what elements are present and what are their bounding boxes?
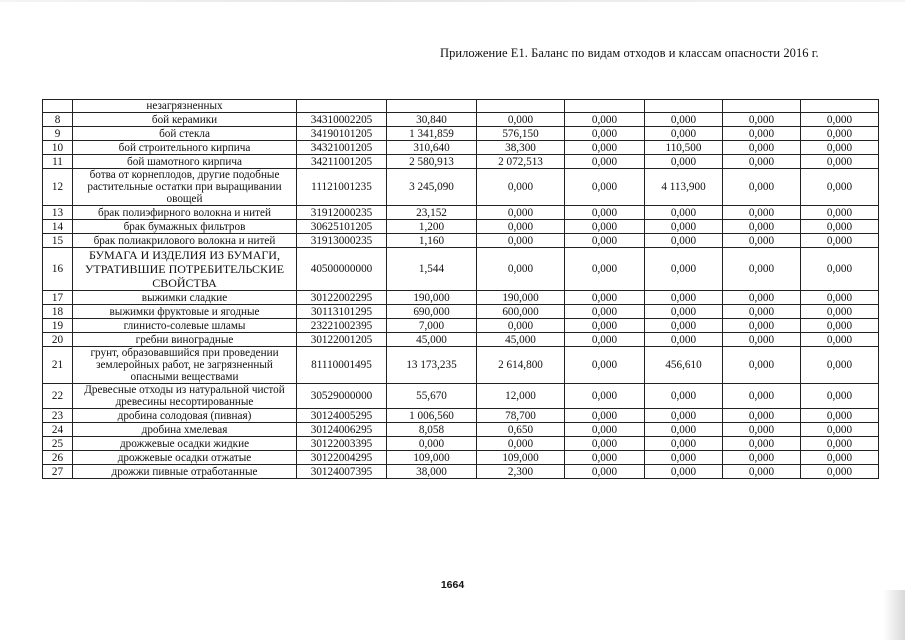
row-number-cell: 20 xyxy=(43,333,73,347)
waste-name-cell: БУМАГА И ИЗДЕЛИЯ ИЗ БУМАГИ, УТРАТИВШИЕ ПОТРЕБИТЕЛЬСКИЕ СВОЙСТВА xyxy=(73,248,297,291)
table-row xyxy=(43,437,879,451)
table-row xyxy=(43,409,879,423)
value-cell-2: 38,300 xyxy=(477,141,565,155)
waste-name-cell: дробина солодовая (пивная) xyxy=(73,409,297,423)
row-number-cell: 23 xyxy=(43,409,73,423)
value-cell-5: 0,000 xyxy=(723,384,801,409)
value-cell-3: 0,000 xyxy=(565,169,645,206)
value-cell-1: 8,058 xyxy=(387,423,477,437)
table-row xyxy=(43,113,879,127)
value-cell-6: 0,000 xyxy=(801,127,879,141)
page-number: 1664 xyxy=(440,579,465,591)
value-cell-2: 0,000 xyxy=(477,437,565,451)
scan-top-edge xyxy=(0,0,905,2)
waste-name-cell: бой строительного кирпича xyxy=(73,141,297,155)
waste-balance-table xyxy=(42,99,879,479)
waste-name-cell: бой керамики xyxy=(73,113,297,127)
value-cell-2: 12,000 xyxy=(477,384,565,409)
value-cell-5: 0,000 xyxy=(723,248,801,291)
waste-name-cell: бой шамотного кирпича xyxy=(73,155,297,169)
fkko-code-cell: 30122001205 xyxy=(297,333,387,347)
value-cell-3: 0,000 xyxy=(565,113,645,127)
table-row xyxy=(43,155,879,169)
table-row xyxy=(43,319,879,333)
value-cell-1: 30,840 xyxy=(387,113,477,127)
waste-name-cell: грунт, образовавшийся при проведении землеройных работ, не загрязненный опасными веществами xyxy=(73,347,297,384)
value-cell-1: 2 580,913 xyxy=(387,155,477,169)
value-cell-6: 0,000 xyxy=(801,384,879,409)
table-row xyxy=(43,141,879,155)
page-title: Приложение Е1. Баланс по видам отходов и классам опасности 2016 г. xyxy=(440,46,819,60)
value-cell-6: 0,000 xyxy=(801,347,879,384)
waste-name-cell: дрожжевые осадки отжатые xyxy=(73,451,297,465)
value-cell-3: 0,000 xyxy=(565,437,645,451)
value-cell-3: 0,000 xyxy=(565,347,645,384)
value-cell-3: 0,000 xyxy=(565,423,645,437)
value-cell-5: 0,000 xyxy=(723,291,801,305)
row-number-cell: 19 xyxy=(43,319,73,333)
value-cell-2: 190,000 xyxy=(477,291,565,305)
value-cell-3: 0,000 xyxy=(565,234,645,248)
value-cell-1: 1 341,859 xyxy=(387,127,477,141)
row-number-cell: 13 xyxy=(43,206,73,220)
value-cell-4: 0,000 xyxy=(645,113,723,127)
fkko-code-cell: 30124006295 xyxy=(297,423,387,437)
value-cell-2: 45,000 xyxy=(477,333,565,347)
value-cell-5: 0,000 xyxy=(723,347,801,384)
value-cell-2: 0,000 xyxy=(477,169,565,206)
row-number-cell: 25 xyxy=(43,437,73,451)
waste-name-cell: глинисто-солевые шламы xyxy=(73,319,297,333)
value-cell-3: 0,000 xyxy=(565,409,645,423)
fkko-code-cell: 30122004295 xyxy=(297,451,387,465)
value-cell-1 xyxy=(387,100,477,113)
value-cell-6: 0,000 xyxy=(801,248,879,291)
value-cell-2: 2,300 xyxy=(477,465,565,479)
value-cell-3: 0,000 xyxy=(565,248,645,291)
fkko-code-cell xyxy=(297,100,387,113)
fkko-code-cell: 34310002205 xyxy=(297,113,387,127)
value-cell-3: 0,000 xyxy=(565,220,645,234)
value-cell-2: 78,700 xyxy=(477,409,565,423)
table-row xyxy=(43,423,879,437)
value-cell-1: 45,000 xyxy=(387,333,477,347)
value-cell-5: 0,000 xyxy=(723,305,801,319)
row-number-cell: 14 xyxy=(43,220,73,234)
waste-name-cell: выжимки фруктовые и ягодные xyxy=(73,305,297,319)
value-cell-5: 0,000 xyxy=(723,465,801,479)
value-cell-2: 0,000 xyxy=(477,206,565,220)
waste-name-cell: дрожжи пивные отработанные xyxy=(73,465,297,479)
value-cell-2: 2 614,800 xyxy=(477,347,565,384)
value-cell-1: 1 006,560 xyxy=(387,409,477,423)
value-cell-4: 0,000 xyxy=(645,437,723,451)
table-row xyxy=(43,100,879,113)
fkko-code-cell: 30124005295 xyxy=(297,409,387,423)
table-row xyxy=(43,465,879,479)
fkko-code-cell: 34190101205 xyxy=(297,127,387,141)
fkko-code-cell: 40500000000 xyxy=(297,248,387,291)
fkko-code-cell: 23221002395 xyxy=(297,319,387,333)
value-cell-4: 0,000 xyxy=(645,384,723,409)
value-cell-1: 0,000 xyxy=(387,437,477,451)
value-cell-5: 0,000 xyxy=(723,423,801,437)
row-number-cell: 15 xyxy=(43,234,73,248)
table-row xyxy=(43,305,879,319)
value-cell-6: 0,000 xyxy=(801,451,879,465)
fkko-code-cell: 30625101205 xyxy=(297,220,387,234)
value-cell-4: 0,000 xyxy=(645,305,723,319)
value-cell-6: 0,000 xyxy=(801,113,879,127)
value-cell-1: 1,160 xyxy=(387,234,477,248)
value-cell-5: 0,000 xyxy=(723,451,801,465)
value-cell-3: 0,000 xyxy=(565,305,645,319)
row-number-cell: 9 xyxy=(43,127,73,141)
value-cell-4: 0,000 xyxy=(645,220,723,234)
value-cell-4: 0,000 xyxy=(645,319,723,333)
value-cell-4: 0,000 xyxy=(645,291,723,305)
table-row xyxy=(43,333,879,347)
waste-name-cell: ботва от корнеплодов, другие подобные растительные остатки при выращивании овощей xyxy=(73,169,297,206)
value-cell-5: 0,000 xyxy=(723,155,801,169)
value-cell-4: 4 113,900 xyxy=(645,169,723,206)
row-number-cell xyxy=(43,100,73,113)
value-cell-4: 110,500 xyxy=(645,141,723,155)
row-number-cell: 24 xyxy=(43,423,73,437)
value-cell-3: 0,000 xyxy=(565,465,645,479)
waste-name-cell: брак полиакрилового волокна и нитей xyxy=(73,234,297,248)
row-number-cell: 22 xyxy=(43,384,73,409)
value-cell-6: 0,000 xyxy=(801,465,879,479)
value-cell-2: 600,000 xyxy=(477,305,565,319)
fkko-code-cell: 34211001205 xyxy=(297,155,387,169)
value-cell-6: 0,000 xyxy=(801,220,879,234)
value-cell-4: 0,000 xyxy=(645,465,723,479)
table-row xyxy=(43,347,879,384)
waste-name-cell: бой стекла xyxy=(73,127,297,141)
row-number-cell: 26 xyxy=(43,451,73,465)
value-cell-1: 13 173,235 xyxy=(387,347,477,384)
value-cell-6: 0,000 xyxy=(801,423,879,437)
value-cell-5: 0,000 xyxy=(723,113,801,127)
page-fold-shadow xyxy=(883,590,905,640)
value-cell-6 xyxy=(801,100,879,113)
value-cell-5: 0,000 xyxy=(723,234,801,248)
value-cell-4: 0,000 xyxy=(645,248,723,291)
fkko-code-cell: 31913000235 xyxy=(297,234,387,248)
value-cell-4: 0,000 xyxy=(645,409,723,423)
row-number-cell: 18 xyxy=(43,305,73,319)
row-number-cell: 27 xyxy=(43,465,73,479)
table-row xyxy=(43,220,879,234)
waste-name-cell: Древесные отходы из натуральной чистой древесины несортированные xyxy=(73,384,297,409)
waste-name-cell: выжимки сладкие xyxy=(73,291,297,305)
waste-name-cell: незагрязненных xyxy=(73,100,297,113)
value-cell-2: 0,000 xyxy=(477,248,565,291)
value-cell-3: 0,000 xyxy=(565,384,645,409)
value-cell-6: 0,000 xyxy=(801,155,879,169)
value-cell-1: 190,000 xyxy=(387,291,477,305)
waste-name-cell: дрожжевые осадки жидкие xyxy=(73,437,297,451)
value-cell-1: 690,000 xyxy=(387,305,477,319)
value-cell-1: 7,000 xyxy=(387,319,477,333)
value-cell-4: 456,610 xyxy=(645,347,723,384)
value-cell-2: 2 072,513 xyxy=(477,155,565,169)
value-cell-2: 576,150 xyxy=(477,127,565,141)
value-cell-3: 0,000 xyxy=(565,319,645,333)
value-cell-1: 55,670 xyxy=(387,384,477,409)
value-cell-4: 0,000 xyxy=(645,155,723,169)
table-row xyxy=(43,206,879,220)
value-cell-6: 0,000 xyxy=(801,206,879,220)
value-cell-6: 0,000 xyxy=(801,305,879,319)
waste-name-cell: дробина хмелевая xyxy=(73,423,297,437)
value-cell-5: 0,000 xyxy=(723,206,801,220)
value-cell-6: 0,000 xyxy=(801,319,879,333)
row-number-cell: 10 xyxy=(43,141,73,155)
value-cell-1: 3 245,090 xyxy=(387,169,477,206)
fkko-code-cell: 30124007395 xyxy=(297,465,387,479)
value-cell-4: 0,000 xyxy=(645,451,723,465)
row-number-cell: 8 xyxy=(43,113,73,127)
value-cell-6: 0,000 xyxy=(801,437,879,451)
value-cell-6: 0,000 xyxy=(801,169,879,206)
fkko-code-cell: 30122003395 xyxy=(297,437,387,451)
value-cell-4: 0,000 xyxy=(645,206,723,220)
value-cell-5: 0,000 xyxy=(723,169,801,206)
value-cell-3: 0,000 xyxy=(565,291,645,305)
value-cell-4 xyxy=(645,100,723,113)
row-number-cell: 12 xyxy=(43,169,73,206)
value-cell-3: 0,000 xyxy=(565,141,645,155)
value-cell-6: 0,000 xyxy=(801,234,879,248)
value-cell-3 xyxy=(565,100,645,113)
row-number-cell: 11 xyxy=(43,155,73,169)
value-cell-1: 109,000 xyxy=(387,451,477,465)
table-row xyxy=(43,169,879,206)
fkko-code-cell: 30529000000 xyxy=(297,384,387,409)
value-cell-2: 0,000 xyxy=(477,319,565,333)
fkko-code-cell: 34321001205 xyxy=(297,141,387,155)
fkko-code-cell: 81110001495 xyxy=(297,347,387,384)
table-body xyxy=(43,100,879,479)
value-cell-5 xyxy=(723,100,801,113)
value-cell-4: 0,000 xyxy=(645,127,723,141)
table-row xyxy=(43,248,879,291)
waste-name-cell: брак бумажных фильтров xyxy=(73,220,297,234)
fkko-code-cell: 30122002295 xyxy=(297,291,387,305)
value-cell-3: 0,000 xyxy=(565,155,645,169)
value-cell-1: 310,640 xyxy=(387,141,477,155)
fkko-code-cell: 31912000235 xyxy=(297,206,387,220)
value-cell-4: 0,000 xyxy=(645,333,723,347)
value-cell-5: 0,000 xyxy=(723,409,801,423)
value-cell-5: 0,000 xyxy=(723,141,801,155)
value-cell-2 xyxy=(477,100,565,113)
value-cell-6: 0,000 xyxy=(801,141,879,155)
value-cell-2: 0,650 xyxy=(477,423,565,437)
value-cell-3: 0,000 xyxy=(565,333,645,347)
value-cell-5: 0,000 xyxy=(723,127,801,141)
table-row xyxy=(43,291,879,305)
value-cell-5: 0,000 xyxy=(723,319,801,333)
waste-name-cell: гребни виноградные xyxy=(73,333,297,347)
value-cell-1: 38,000 xyxy=(387,465,477,479)
table-row xyxy=(43,127,879,141)
value-cell-4: 0,000 xyxy=(645,423,723,437)
table-row xyxy=(43,234,879,248)
value-cell-3: 0,000 xyxy=(565,127,645,141)
value-cell-2: 0,000 xyxy=(477,113,565,127)
value-cell-6: 0,000 xyxy=(801,291,879,305)
value-cell-1: 1,200 xyxy=(387,220,477,234)
value-cell-5: 0,000 xyxy=(723,220,801,234)
row-number-cell: 16 xyxy=(43,248,73,291)
value-cell-2: 109,000 xyxy=(477,451,565,465)
value-cell-1: 23,152 xyxy=(387,206,477,220)
table-row xyxy=(43,384,879,409)
value-cell-6: 0,000 xyxy=(801,409,879,423)
value-cell-2: 0,000 xyxy=(477,234,565,248)
row-number-cell: 21 xyxy=(43,347,73,384)
value-cell-1: 1,544 xyxy=(387,248,477,291)
table-row xyxy=(43,451,879,465)
value-cell-3: 0,000 xyxy=(565,206,645,220)
value-cell-2: 0,000 xyxy=(477,220,565,234)
fkko-code-cell: 11121001235 xyxy=(297,169,387,206)
row-number-cell: 17 xyxy=(43,291,73,305)
value-cell-5: 0,000 xyxy=(723,333,801,347)
value-cell-5: 0,000 xyxy=(723,437,801,451)
fkko-code-cell: 30113101295 xyxy=(297,305,387,319)
value-cell-6: 0,000 xyxy=(801,333,879,347)
value-cell-4: 0,000 xyxy=(645,234,723,248)
value-cell-3: 0,000 xyxy=(565,451,645,465)
waste-name-cell: брак полиэфирного волокна и нитей xyxy=(73,206,297,220)
